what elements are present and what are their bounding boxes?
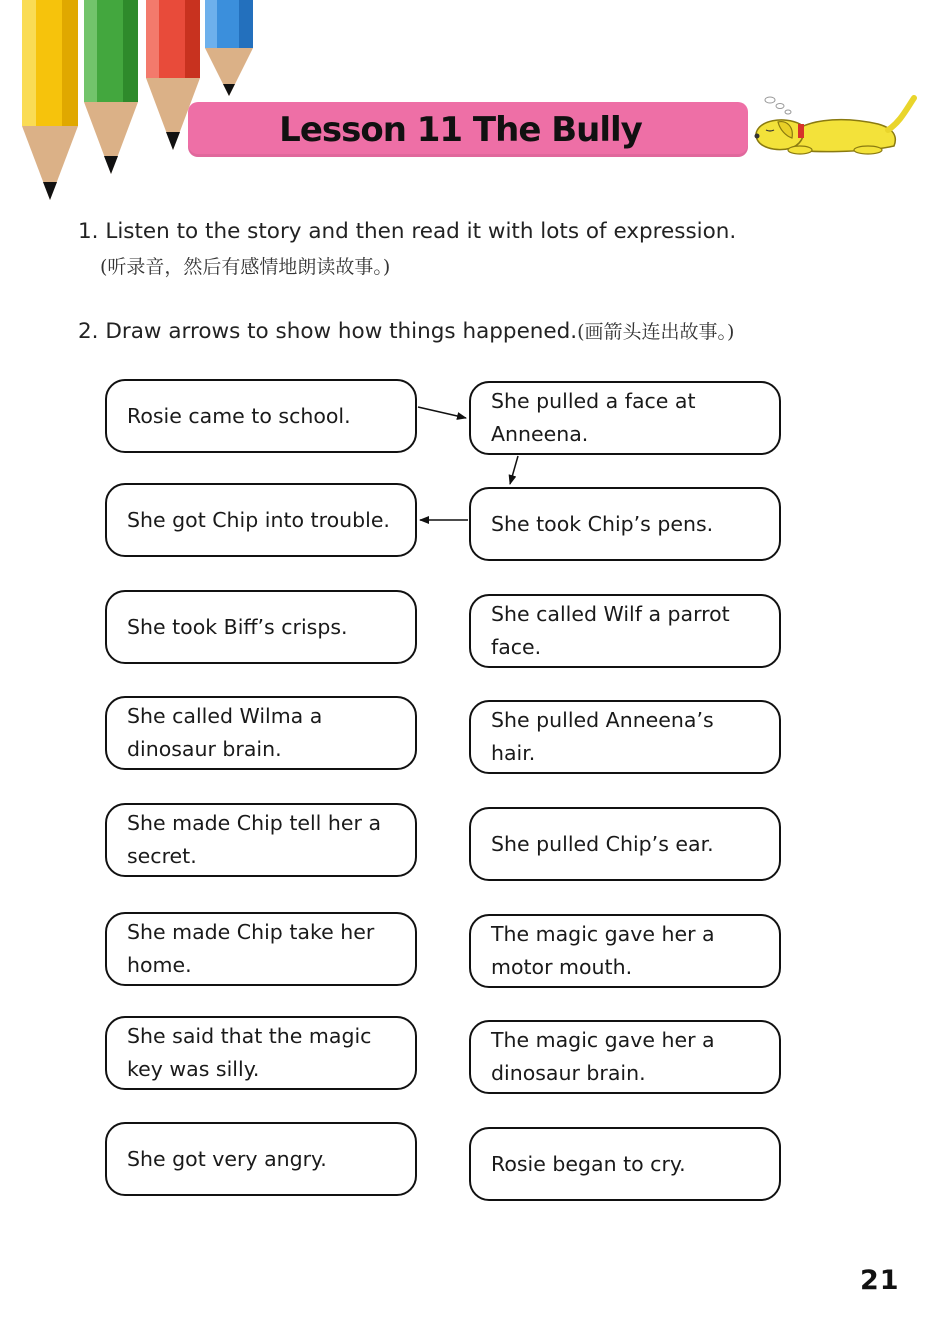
right-box-4[interactable]: [469, 700, 781, 774]
left-box-6[interactable]: [105, 912, 417, 986]
sleeping-dog-icon: [748, 90, 918, 160]
page-title: Lesson 11 The Bully: [279, 110, 642, 150]
left-box-text: She got Chip into trouble.: [127, 507, 390, 532]
left-box-8[interactable]: [105, 1122, 417, 1196]
right-box-3[interactable]: [469, 594, 781, 668]
left-box-2[interactable]: [105, 483, 417, 557]
left-box-text: She took Biff’s crisps.: [127, 614, 348, 639]
right-box-text: She pulled Anneena’s hair.: [491, 708, 714, 765]
instruction-2-text: 2. Draw arrows to show how things happened.: [78, 319, 578, 344]
left-box-5[interactable]: [105, 803, 417, 877]
right-box-6[interactable]: [469, 914, 781, 988]
arrow-1: [418, 407, 466, 418]
left-box-3[interactable]: [105, 590, 417, 664]
left-box-text: She called Wilma a dinosaur brain.: [127, 704, 323, 761]
right-box-2[interactable]: [469, 487, 781, 561]
right-box-text: She called Wilf a parrot face.: [491, 602, 730, 659]
left-box-text: She made Chip tell her a secret.: [127, 811, 382, 868]
right-box-text: The magic gave her a motor mouth.: [491, 922, 715, 979]
right-box-5[interactable]: [469, 807, 781, 881]
left-box-4[interactable]: [105, 696, 417, 770]
right-box-1[interactable]: [469, 381, 781, 455]
left-box-text: She said that the magic key was silly.: [127, 1024, 372, 1081]
right-box-text: She pulled a face at Anneena.: [491, 389, 696, 446]
page-number: 21: [860, 1265, 900, 1296]
instruction-2: [78, 317, 734, 344]
green-pencil-icon: [84, 0, 138, 174]
instruction-1: 1. Listen to the story and then read it with lots of expression.: [78, 219, 737, 244]
instruction-1-chinese: (听录音，然后有感情地朗读故事。): [100, 256, 391, 278]
arrow-2: [510, 456, 518, 484]
left-box-1[interactable]: [105, 379, 417, 453]
instruction-2-chinese: (画箭头连出故事。): [577, 321, 735, 343]
right-box-8[interactable]: [469, 1127, 781, 1201]
yellow-pencil-icon: [22, 0, 78, 200]
left-box-text: She got very angry.: [127, 1146, 327, 1171]
left-box-text: Rosie came to school.: [127, 403, 351, 428]
left-box-7[interactable]: [105, 1016, 417, 1090]
right-box-text: She took Chip’s pens.: [491, 511, 714, 536]
right-box-text: Rosie began to cry.: [491, 1151, 686, 1176]
right-box-text: The magic gave her a dinosaur brain.: [491, 1028, 715, 1085]
right-box-text: She pulled Chip’s ear.: [491, 831, 714, 856]
right-box-7[interactable]: [469, 1020, 781, 1094]
blue-pencil-icon: [205, 0, 253, 96]
left-box-text: She made Chip take her home.: [127, 920, 375, 977]
